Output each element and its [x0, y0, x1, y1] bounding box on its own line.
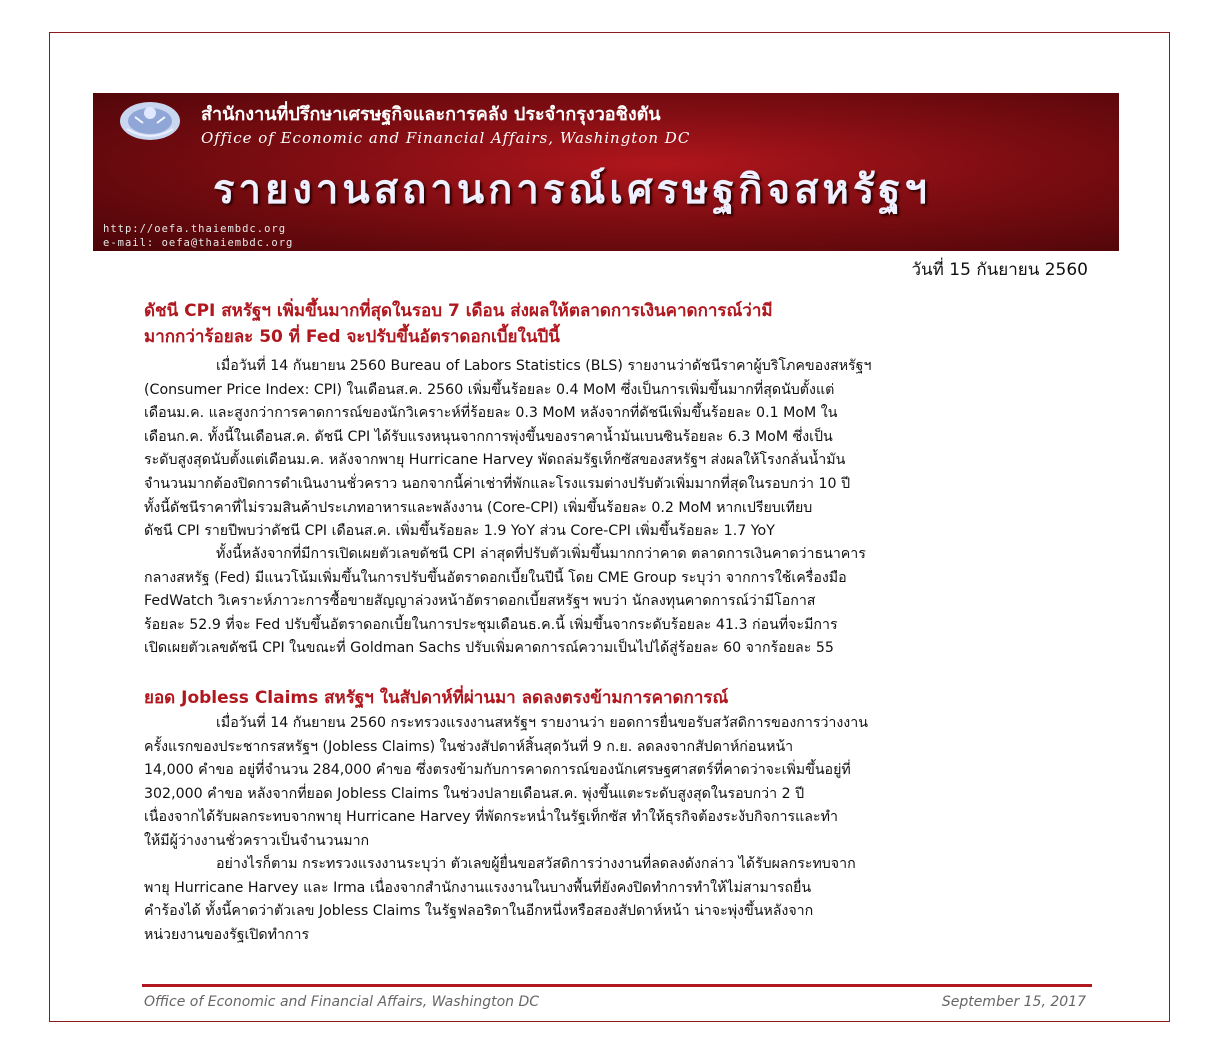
text-line: เมื่อวันที่ 14 กันยายน 2560 Bureau of Labors Statistics (BLS) รายงานว่าดัชนีราคาผู้บริโภคของสหรัฐฯ: [216, 358, 872, 374]
text-line: หน่วยงานของรัฐเปิดทำการ: [144, 926, 310, 943]
text-line: เดือนก.ค. ทั้งนี้ในเดือนส.ค. ดัชนี CPI ได้รับแรงหนุนจากการพุ่งขึ้นของราคาน้ำมันเบนซินร้อยละ 6.3 MoM ซึ่งเป็น: [144, 428, 833, 445]
footer-date: September 15, 2017: [941, 994, 1086, 1010]
paragraph-jobless-2: [144, 853, 1084, 947]
text-line: ทั้งนี้ดัชนีราคาที่ไม่รวมสินค้าประเภทอาหารและพลังงาน (Core-CPI) เพิ่มขึ้นร้อยละ 0.2 MoM หากเปรียบเทียบ: [144, 499, 813, 516]
text-line: พายุ Hurricane Harvey และ Irma เนื่องจากสำนักงานแรงงานในบางพื้นที่ยังคงปิดทำการทำให้ไม่สามารถยื่น: [144, 879, 812, 896]
text-line: คำร้องได้ ทั้งนี้คาดว่าตัวเลข Jobless Claims ในรัฐฟลอริดาในอีกหนึ่งหรือสองสัปดาห์หน้า น่าจะพุ่งขึ้นหลังจาก: [144, 903, 814, 920]
paragraph-jobless-1: [144, 712, 1084, 854]
footer-organization: Office of Economic and Financial Affairs, Washington DC: [144, 994, 540, 1010]
text-line: ให้มีผู้ว่างงานชั่วคราวเป็นจำนวนมาก: [144, 832, 370, 849]
text-line: FedWatch วิเคราะห์ภาวะการซื้อขายสัญญาล่วงหน้าอัตราดอกเบี้ยสหรัฐฯ พบว่า นักลงทุนคาดการณ์ว่ามีโอกาส: [144, 593, 816, 610]
org-name-thai: สำนักงานที่ปรึกษาเศรษฐกิจและการคลัง ประจำกรุงวอชิงตัน: [201, 104, 661, 125]
email-address: e-mail: oefa@thaiembdc.org: [103, 237, 294, 249]
text-line: กลางสหรัฐ (Fed) มีแนวโน้มเพิ่มขึ้นในการปรับขึ้นอัตราดอกเบี้ยในปีนี้ โดย CME Group ระบุว่า จากการใช้เครื่องมือ: [144, 569, 847, 586]
text-line: 14,000 คำขอ อยู่ที่จำนวน 284,000 คำขอ ซึ่งตรงข้ามกับการคาดการณ์ของนักเศรษฐศาสตร์ที่คาดว่าจะเพิ่มขึ้นอยู่ที่: [144, 762, 851, 779]
text-line: 302,000 คำขอ หลังจากที่ยอด Jobless Claims ในช่วงปลายเดือนส.ค. พุ่งขึ้นแตะระดับสูงสุดในรอบกว่า 2 ปี: [144, 785, 805, 802]
text-line: ดัชนี CPI รายปีพบว่าดัชนี CPI เดือนส.ค. เพิ่มขึ้นร้อยละ 1.9 YoY ส่วน Core-CPI เพิ่มขึ้นร้อยละ 1.7 YoY: [144, 523, 775, 540]
text-line: ครั้งแรกของประชากรสหรัฐฯ (Jobless Claims) ในช่วงสัปดาห์สิ้นสุดวันที่ 9 ก.ย. ลดลงจากสัปดาห์ก่อนหน้า: [144, 738, 794, 755]
emblem-icon: [117, 99, 183, 143]
text-line: ร้อยละ 52.9 ที่จะ Fed ปรับขึ้นอัตราดอกเบี้ยในการประชุมเดือนธ.ค.นี้ เพิ่มขึ้นจากระดับร้อยละ 41.3 ก่อนที่จะมีการ: [144, 616, 838, 633]
section-title-line: ยอด Jobless Claims สหรัฐฯ ในสัปดาห์ที่ผ่านมา ลดลงตรงข้ามการคาดการณ์: [144, 688, 729, 708]
text-line: จำนวนมากต้องปิดการดำเนินงานชั่วคราว นอกจากนี้ค่าเช่าที่พักและโรงแรมต่างปรับตัวเพิ่มมากที่สุดในรอบกว่า 10 ปี: [144, 475, 851, 492]
text-line: เปิดเผยตัวเลขดัชนี CPI ในขณะที่ Goldman Sachs ปรับเพิ่มคาดการณ์ความเป็นไปได้สู่ร้อยละ 60 จากร้อยละ 55: [144, 640, 834, 657]
text-line: อย่างไรก็ตาม กระทรวงแรงงานระบุว่า ตัวเลขผู้ยื่นขอสวัสดิการว่างงานที่ลดลงดังกล่าว ได้รับผลกระทบจาก: [216, 856, 856, 872]
website-url: http://oefa.thaiembdc.org: [103, 223, 287, 235]
org-name-english: Office of Economic and Financial Affairs, Washington DC: [201, 129, 691, 147]
report-date: วันที่ 15 กันยายน 2560: [911, 260, 1088, 280]
section-title-jobless-claims: [144, 685, 1084, 711]
text-line: เนื่องจากได้รับผลกระทบจากพายุ Hurricane Harvey ที่พัดกระหน่ำในรัฐเท็กซัส ทำให้ธุรกิจต้องระงับกิจการและทำ: [144, 809, 838, 826]
section-title-cpi: [144, 298, 1084, 350]
text-line: เมื่อวันที่ 14 กันยายน 2560 กระทรวงแรงงานสหรัฐฯ รายงานว่า ยอดการยื่นขอรับสวัสดิการของการว่างงาน: [216, 715, 868, 731]
text-line: เดือนม.ค. และสูงกว่าการคาดการณ์ของนักวิเคราะห์ที่ร้อยละ 0.3 MoM หลังจากที่ดัชนีเพิ่มขึ้นร้อยละ 0.1 MoM ใน: [144, 405, 838, 422]
paragraph-cpi-1: [144, 355, 1084, 544]
section-title-line: ดัชนี CPI สหรัฐฯ เพิ่มขึ้นมากที่สุดในรอบ 7 เดือน ส่งผลให้ตลาดการเงินคาดการณ์ว่ามี: [144, 301, 773, 321]
text-line: ทั้งนี้หลังจากที่มีการเปิดเผยตัวเลขดัชนี CPI ล่าสุดที่ปรับตัวเพิ่มขึ้นมากกว่าคาด ตลาดการเงินคาดว่าธนาคาร: [216, 546, 866, 562]
paragraph-cpi-2: [144, 543, 1084, 661]
section-title-line: มากกว่าร้อยละ 50 ที่ Fed จะปรับขึ้นอัตราดอกเบี้ยในปีนี้: [144, 327, 560, 347]
footer-divider: [142, 984, 1092, 987]
header-banner: [93, 93, 1119, 251]
text-line: ระดับสูงสุดนับตั้งแต่เดือนม.ค. หลังจากพายุ Hurricane Harvey พัดถล่มรัฐเท็กซัสของสหรัฐฯ ส่งผลให้โรงกลั่นน้ำมัน: [144, 452, 846, 469]
report-title: รายงานสถานการณ์เศรษฐกิจสหรัฐฯ: [213, 167, 931, 213]
text-line: (Consumer Price Index: CPI) ในเดือนส.ค. 2560 เพิ่มขึ้นร้อยละ 0.4 MoM ซึ่งเป็นการเพิ่มขึ้นมากที่สุดนับตั้งแต่: [144, 381, 835, 398]
